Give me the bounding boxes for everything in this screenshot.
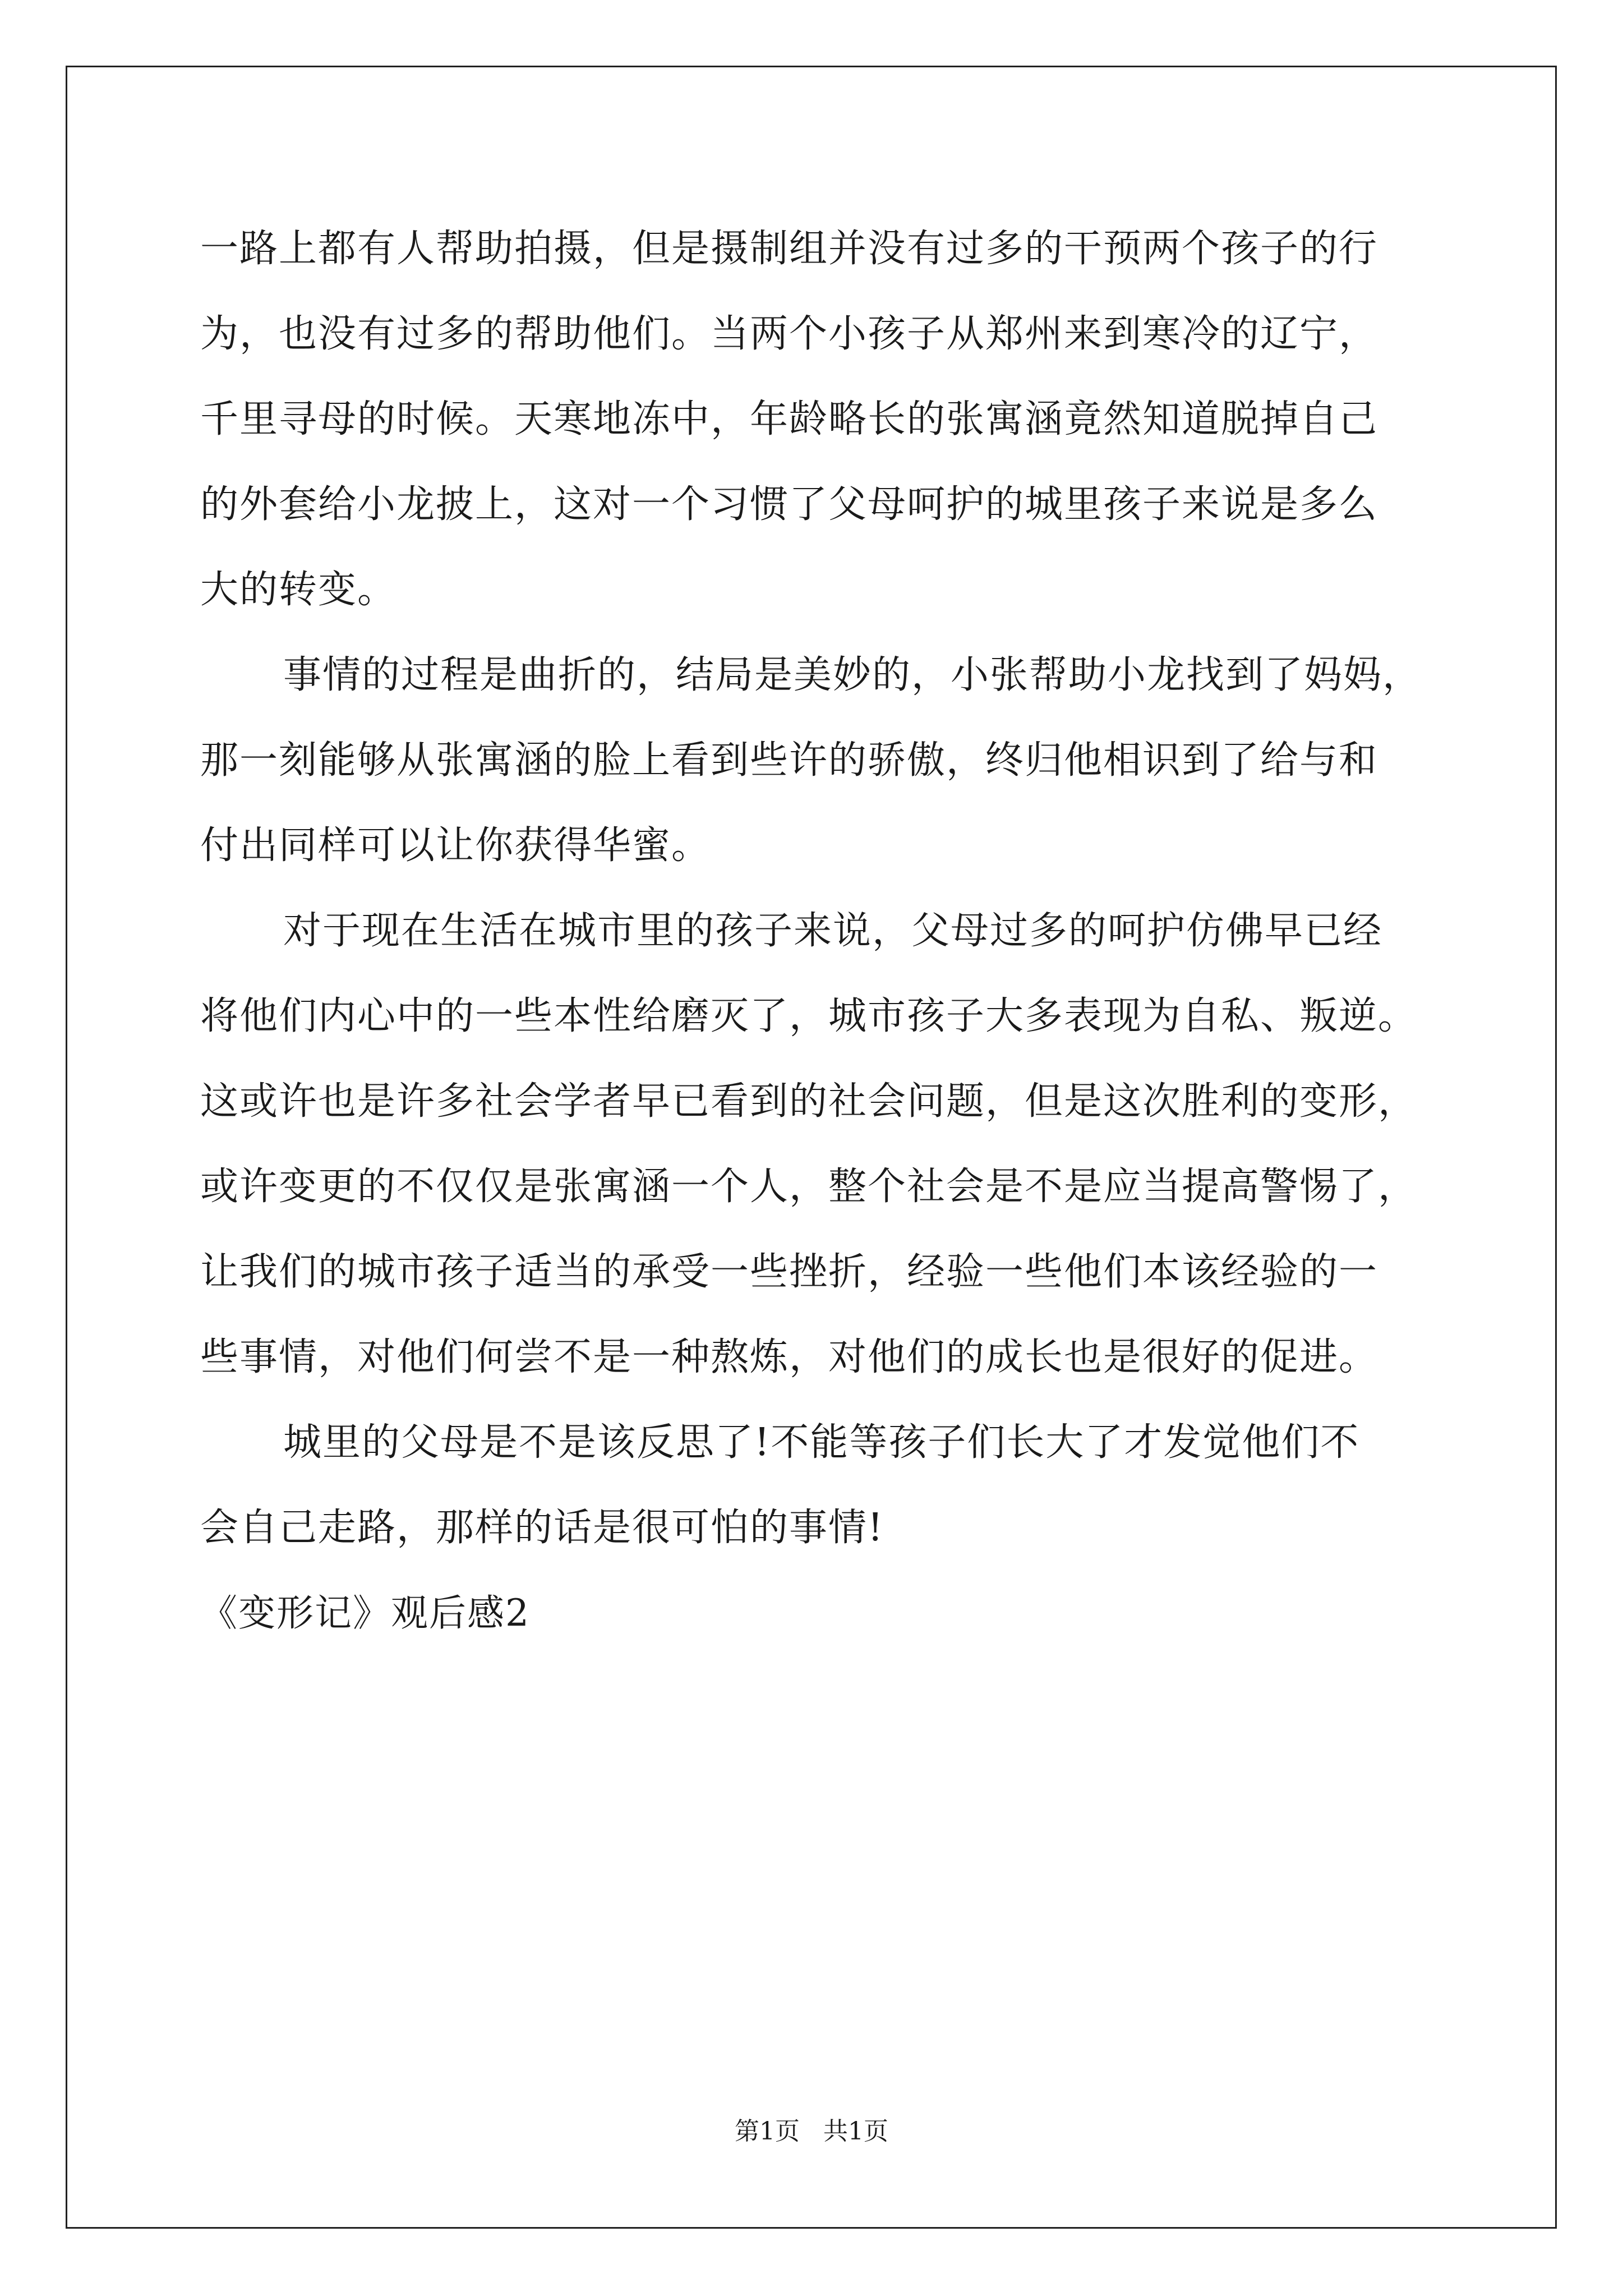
body-line: 大的转变。 — [200, 568, 397, 612]
body-line: 那一刻能够从张寓涵的脸上看到些许的骄傲，终归他相识到了给与和 — [200, 738, 1378, 783]
body-line: 千里寻母的时候。天寒地冻中，年龄略长的张寓涵竟然知道脱掉自己 — [200, 397, 1378, 441]
body-line: 事情的过程是曲折的，结局是美妙的，小张帮助小龙找到了妈妈， — [283, 653, 1422, 697]
body-line: 的外套给小龙披上，这对一个习惯了父母呵护的城里孩子来说是多么 — [200, 482, 1378, 527]
body-line: 一路上都有人帮助拍摄，但是摄制组并没有过多的干预两个孩子的行 — [200, 227, 1378, 271]
document-body — [200, 206, 1434, 1656]
page-footer — [0, 2115, 1623, 2148]
body-line: 将他们内心中的一些本性给磨灭了，城市孩子大多表现为自私、叛逆。 — [200, 994, 1418, 1038]
body-line: 这或许也是许多社会学者早已看到的社会问题，但是这次胜利的变形， — [200, 1079, 1418, 1124]
body-line: 些事情，对他们何尝不是一种熬炼，对他们的成长也是很好的促进。 — [200, 1335, 1378, 1379]
body-line: 城里的父母是不是该反思了!不能等孩子们长大了才发觉他们不 — [283, 1420, 1360, 1465]
current-page-label: 第1页 — [735, 2117, 800, 2146]
body-line: 会自己走路，那样的话是很可怕的事情! — [200, 1506, 884, 1550]
body-line: 让我们的城市孩子适当的承受一些挫折，经验一些他们本该经验的一 — [200, 1250, 1378, 1294]
total-pages-label: 共1页 — [823, 2117, 888, 2146]
section-heading: 《变形记》观后感2 — [200, 1591, 530, 1635]
body-line: 付出同样可以让你获得华蜜。 — [200, 823, 711, 868]
body-line: 对于现在生活在城市里的孩子来说，父母过多的呵护仿佛早已经 — [283, 909, 1383, 953]
body-line: 或许变更的不仅仅是张寓涵一个人，整个社会是不是应当提高警惕了， — [200, 1165, 1418, 1209]
body-line: 为，也没有过多的帮助他们。当两个小孩子从郑州来到寒冷的辽宁， — [200, 312, 1378, 356]
